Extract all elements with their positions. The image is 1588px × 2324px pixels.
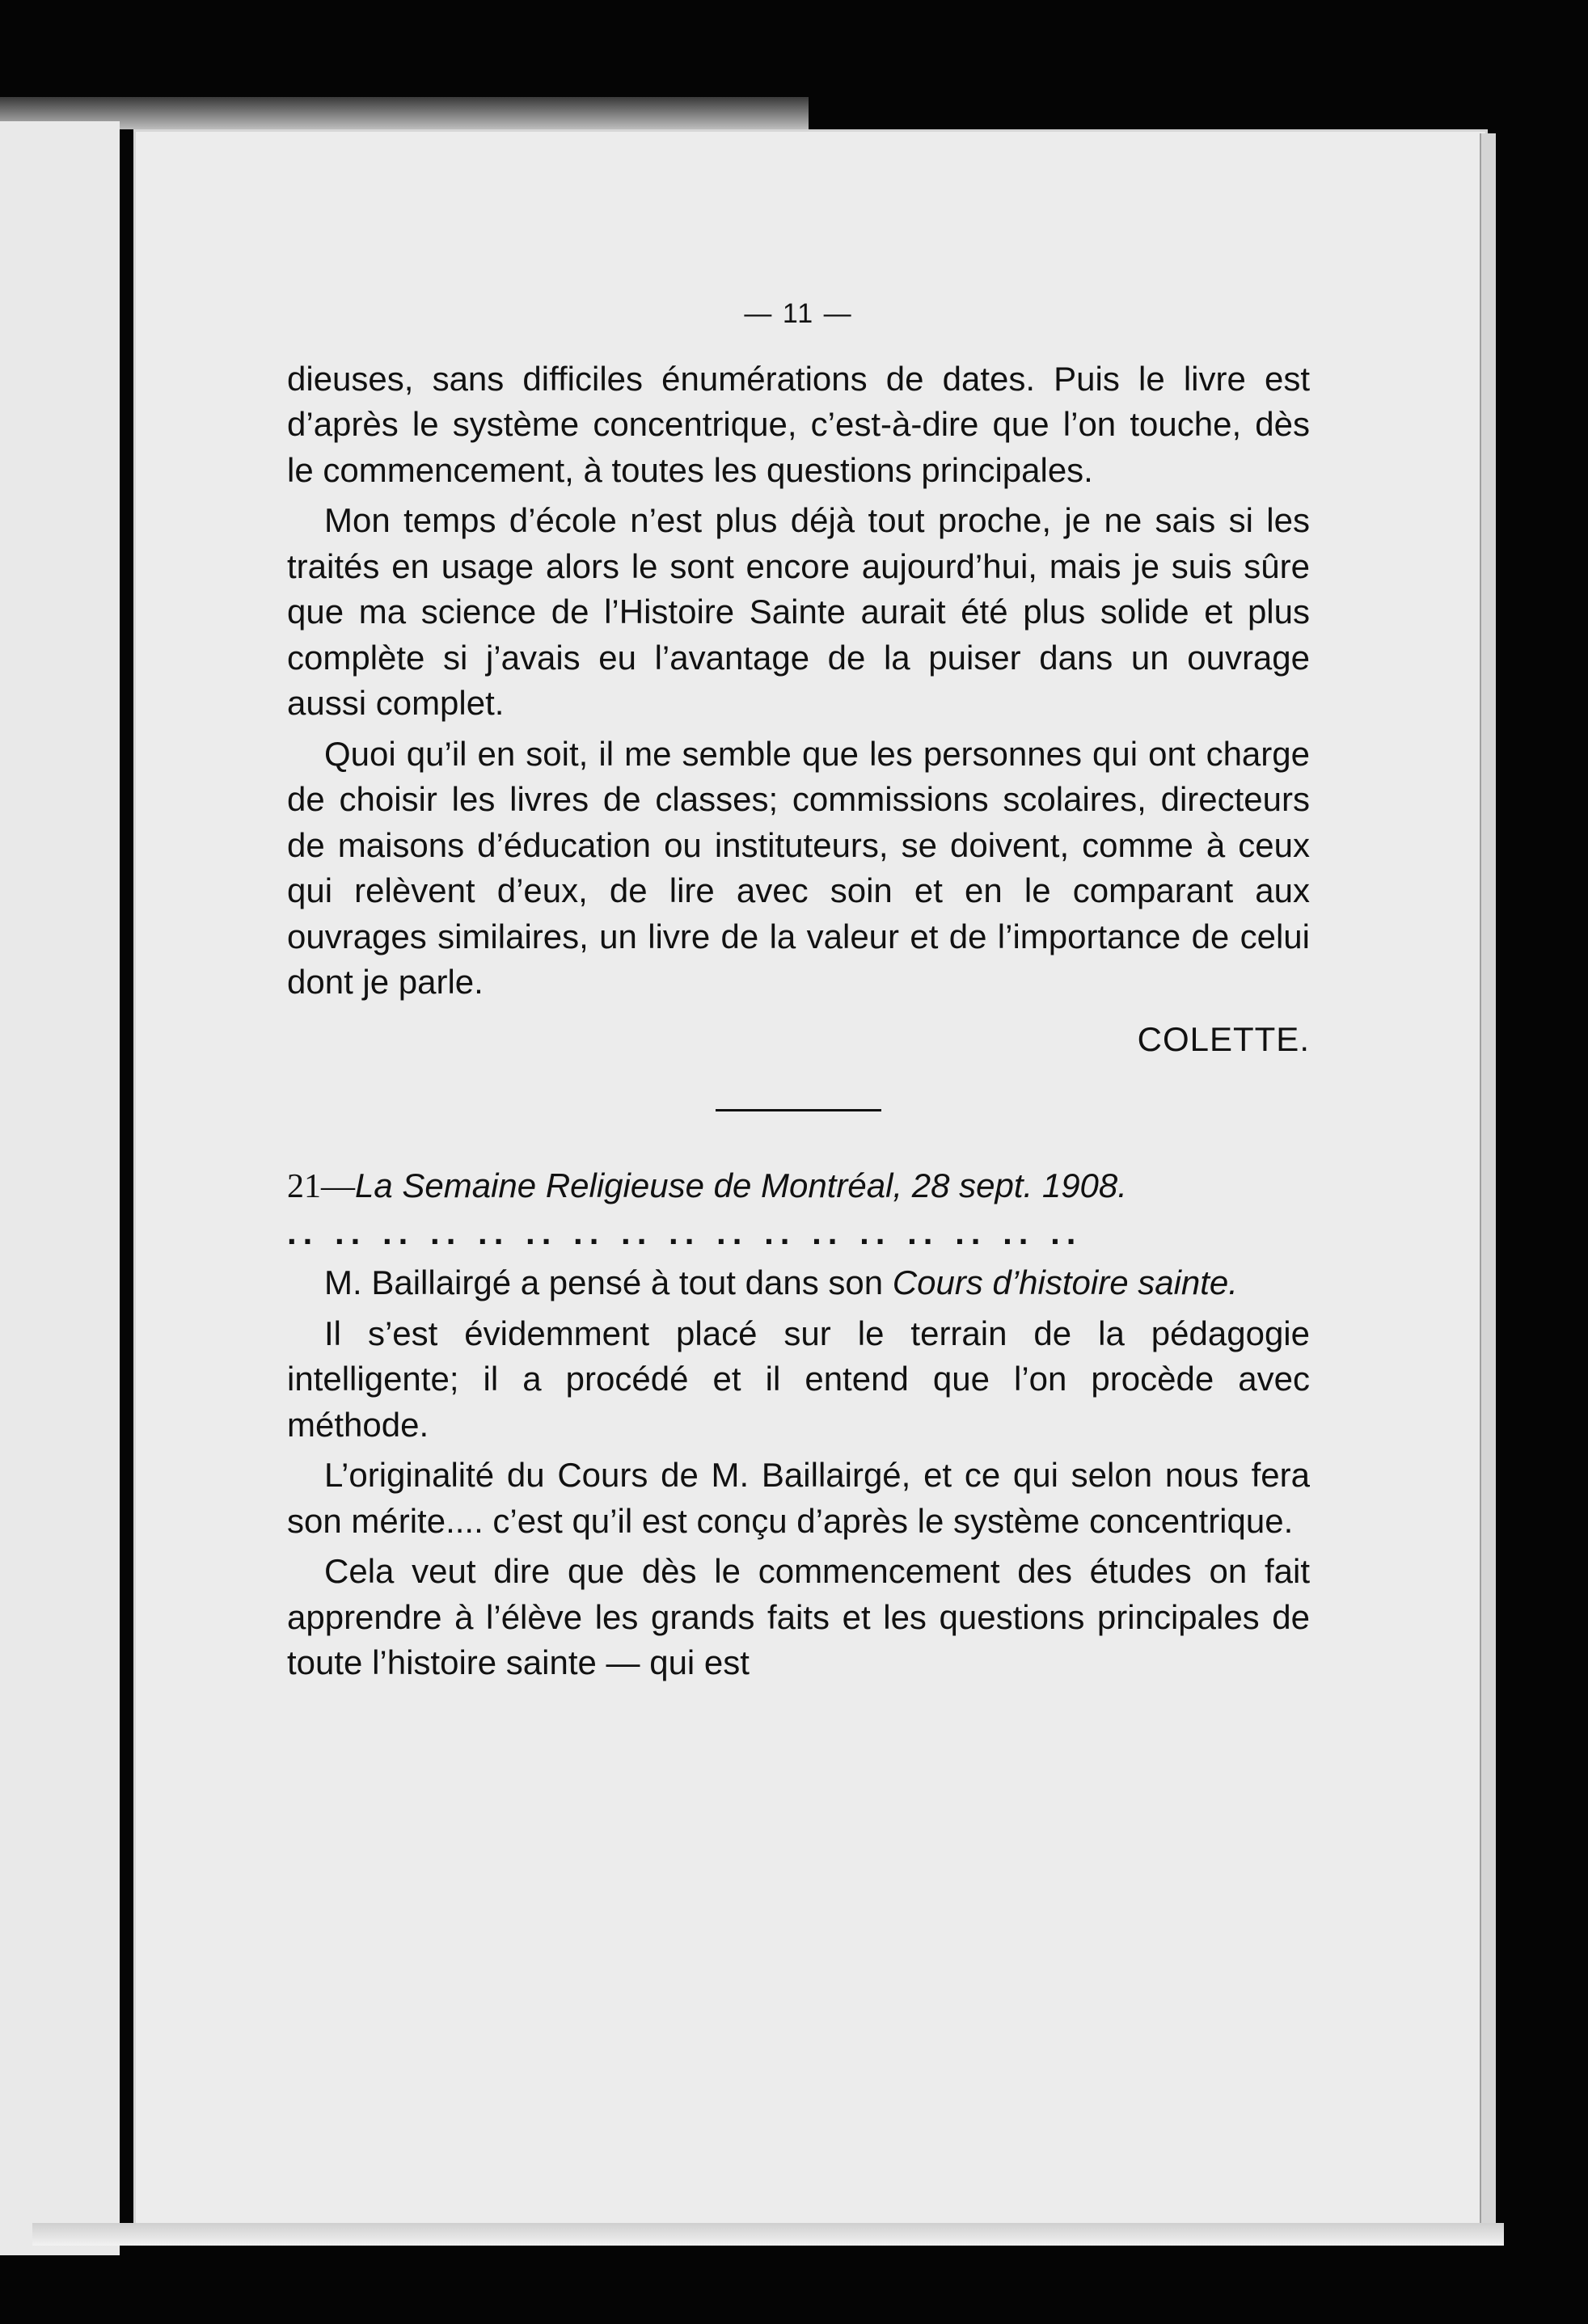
citation-number: 21— xyxy=(287,1168,355,1205)
paragraph-2: Mon temps d’école n’est plus déjà tout proche, je ne sais si les traités en usage alors le sont encore aujourd’hui, mais je suis sûre que ma science de l’Histoire Sainte aurait été plus solide et plus complète si j’avais eu l’avantage de la puiser dans un ouvrage aussi complet. xyxy=(287,501,1310,722)
binding-edge-top xyxy=(0,97,809,129)
paragraph-4 xyxy=(287,1260,1310,1306)
page-bottom-edge xyxy=(32,2223,1504,2246)
paragraph-5: Il s’est évidemment placé sur le terrain de la pédagogie intelligente; il a procédé et il entend que l’on procède avec méthode. xyxy=(287,1314,1310,1444)
page-right-edge xyxy=(1480,133,1496,2235)
signature: COLETTE. xyxy=(1137,1019,1310,1058)
previous-page-edge xyxy=(0,121,120,2255)
paragraph-1: dieuses, sans difficiles énumérations de dates. Puis le livre est d’après le système concentrique, c’est-à-dire que l’on touche, dès le commencement, à toutes les questions principales. xyxy=(287,359,1310,489)
citation-title: La Semaine Religieuse de Montréal, 28 sept. 1908. xyxy=(355,1166,1127,1204)
section-divider xyxy=(716,1109,881,1111)
paragraph-6: L’originalité du Cours de M. Baillairgé, et ce qui selon nous fera son mérite.... c’est qu’il est conçu d’après le système concentrique. xyxy=(287,1456,1310,1540)
page-text xyxy=(287,291,1310,1686)
book-title-italic: Cours d’histoire sainte. xyxy=(892,1263,1238,1301)
paragraph-4-text: M. Baillairgé a pensé à tout dans son xyxy=(324,1263,893,1301)
ellipsis-dots: .. .. .. .. .. .. .. .. .. .. .. .. .. .. .. .. .. xyxy=(287,1213,1083,1251)
paragraph-7: Cela veut dire que dès le commencement des études on fait apprendre à l’élève les grands faits et les questions principales de toute l’histoire sainte — qui est xyxy=(287,1552,1310,1681)
citation-heading xyxy=(287,1163,1310,1210)
page-number: — 11 — xyxy=(744,298,853,329)
paragraph-3: Quoi qu’il en soit, il me semble que les personnes qui ont charge de choisir les livres de classes; commissions scolaires, directeurs de maisons d’éducation ou instituteurs, se doivent, comme à ceux qui relèvent d’eux, de lire avec soin et en le comparant aux ouvrages similaires, un livre de la valeur et de l’importance de celui dont je parle. xyxy=(287,734,1310,1001)
